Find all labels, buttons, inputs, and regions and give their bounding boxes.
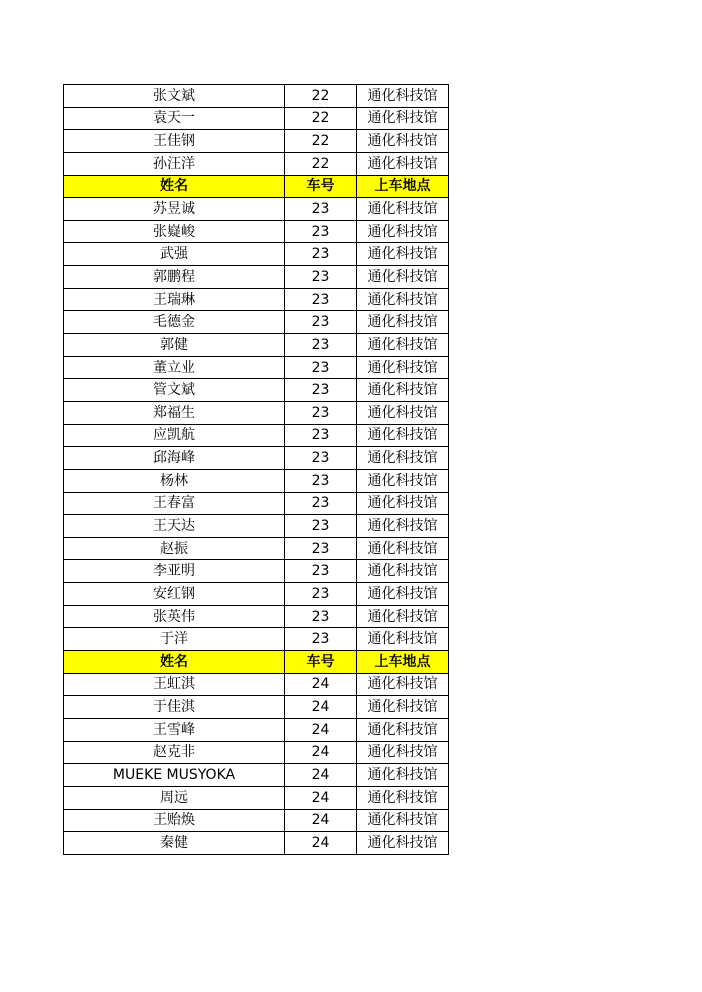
car-number-cell: 22 <box>285 130 357 153</box>
name-cell: 于佳淇 <box>64 696 285 719</box>
name-cell: 武强 <box>64 243 285 266</box>
car-number-cell: 23 <box>285 220 357 243</box>
pickup-location-cell: 通化科技馆 <box>357 560 449 583</box>
table-row <box>64 107 449 130</box>
name-cell: 郭鹏程 <box>64 266 285 289</box>
pickup-location-cell: 通化科技馆 <box>357 469 449 492</box>
table-row <box>64 560 449 583</box>
header-car-cell: 车号 <box>285 651 357 674</box>
table-row <box>64 673 449 696</box>
car-number-cell: 23 <box>285 424 357 447</box>
name-cell: 王雪峰 <box>64 718 285 741</box>
pickup-location-cell: 通化科技馆 <box>357 447 449 470</box>
pickup-location-cell: 通化科技馆 <box>357 85 449 108</box>
table-row <box>64 786 449 809</box>
name-cell: 王瑞琳 <box>64 288 285 311</box>
pickup-location-cell: 通化科技馆 <box>357 832 449 855</box>
car-number-cell: 23 <box>285 266 357 289</box>
header-location-cell: 上车地点 <box>357 651 449 674</box>
name-cell: 孙汪洋 <box>64 152 285 175</box>
car-number-cell: 23 <box>285 243 357 266</box>
car-number-cell: 23 <box>285 401 357 424</box>
name-cell: 王佳钢 <box>64 130 285 153</box>
name-cell: 董立业 <box>64 356 285 379</box>
table-row <box>64 447 449 470</box>
name-cell: 管文斌 <box>64 379 285 402</box>
header-location-cell: 上车地点 <box>357 175 449 198</box>
bus-roster-table <box>63 84 449 855</box>
car-number-cell: 23 <box>285 605 357 628</box>
car-number-cell: 24 <box>285 673 357 696</box>
section-header-row <box>64 651 449 674</box>
pickup-location-cell: 通化科技馆 <box>357 605 449 628</box>
car-number-cell: 22 <box>285 152 357 175</box>
pickup-location-cell: 通化科技馆 <box>357 288 449 311</box>
car-number-cell: 23 <box>285 469 357 492</box>
name-cell: 周远 <box>64 786 285 809</box>
name-cell: 李亚明 <box>64 560 285 583</box>
table-row <box>64 696 449 719</box>
table-row <box>64 379 449 402</box>
table-row <box>64 220 449 243</box>
table-row <box>64 424 449 447</box>
table-row <box>64 288 449 311</box>
pickup-location-cell: 通化科技馆 <box>357 424 449 447</box>
name-cell: 张嶷峻 <box>64 220 285 243</box>
name-cell: 应凯航 <box>64 424 285 447</box>
pickup-location-cell: 通化科技馆 <box>357 515 449 538</box>
pickup-location-cell: 通化科技馆 <box>357 401 449 424</box>
name-cell: 王天达 <box>64 515 285 538</box>
name-cell: 郭健 <box>64 334 285 357</box>
table-row <box>64 809 449 832</box>
table-row <box>64 243 449 266</box>
pickup-location-cell: 通化科技馆 <box>357 379 449 402</box>
table-row <box>64 266 449 289</box>
pickup-location-cell: 通化科技馆 <box>357 334 449 357</box>
pickup-location-cell: 通化科技馆 <box>357 356 449 379</box>
pickup-location-cell: 通化科技馆 <box>357 152 449 175</box>
name-cell: MUEKE MUSYOKA <box>64 764 285 787</box>
table-row <box>64 764 449 787</box>
name-cell: 杨林 <box>64 469 285 492</box>
name-cell: 王贻焕 <box>64 809 285 832</box>
car-number-cell: 23 <box>285 379 357 402</box>
table-row <box>64 605 449 628</box>
name-cell: 张英伟 <box>64 605 285 628</box>
table-row <box>64 356 449 379</box>
pickup-location-cell: 通化科技馆 <box>357 786 449 809</box>
name-cell: 郑福生 <box>64 401 285 424</box>
table-row <box>64 152 449 175</box>
table-row <box>64 492 449 515</box>
car-number-cell: 23 <box>285 356 357 379</box>
name-cell: 袁天一 <box>64 107 285 130</box>
table-row <box>64 741 449 764</box>
table-row <box>64 718 449 741</box>
header-name-cell: 姓名 <box>64 175 285 198</box>
car-number-cell: 22 <box>285 85 357 108</box>
car-number-cell: 23 <box>285 311 357 334</box>
car-number-cell: 24 <box>285 786 357 809</box>
car-number-cell: 23 <box>285 515 357 538</box>
name-cell: 于洋 <box>64 628 285 651</box>
table-row <box>64 198 449 221</box>
name-cell: 苏昱诚 <box>64 198 285 221</box>
pickup-location-cell: 通化科技馆 <box>357 492 449 515</box>
pickup-location-cell: 通化科技馆 <box>357 220 449 243</box>
car-number-cell: 24 <box>285 696 357 719</box>
name-cell: 张文斌 <box>64 85 285 108</box>
car-number-cell: 24 <box>285 718 357 741</box>
pickup-location-cell: 通化科技馆 <box>357 673 449 696</box>
car-number-cell: 23 <box>285 288 357 311</box>
pickup-location-cell: 通化科技馆 <box>357 537 449 560</box>
name-cell: 安红钢 <box>64 583 285 606</box>
pickup-location-cell: 通化科技馆 <box>357 741 449 764</box>
name-cell: 秦健 <box>64 832 285 855</box>
name-cell: 邱海峰 <box>64 447 285 470</box>
pickup-location-cell: 通化科技馆 <box>357 696 449 719</box>
roster-body <box>64 85 449 855</box>
pickup-location-cell: 通化科技馆 <box>357 764 449 787</box>
car-number-cell: 24 <box>285 832 357 855</box>
name-cell: 赵振 <box>64 537 285 560</box>
pickup-location-cell: 通化科技馆 <box>357 311 449 334</box>
table-row <box>64 515 449 538</box>
pickup-location-cell: 通化科技馆 <box>357 809 449 832</box>
table-row <box>64 311 449 334</box>
car-number-cell: 23 <box>285 492 357 515</box>
table-row <box>64 130 449 153</box>
car-number-cell: 24 <box>285 809 357 832</box>
table-row <box>64 469 449 492</box>
pickup-location-cell: 通化科技馆 <box>357 718 449 741</box>
table-row <box>64 401 449 424</box>
name-cell: 毛德金 <box>64 311 285 334</box>
table-row <box>64 85 449 108</box>
car-number-cell: 23 <box>285 560 357 583</box>
table-row <box>64 832 449 855</box>
name-cell: 赵克非 <box>64 741 285 764</box>
table-row <box>64 583 449 606</box>
car-number-cell: 23 <box>285 583 357 606</box>
table-row <box>64 537 449 560</box>
car-number-cell: 23 <box>285 537 357 560</box>
car-number-cell: 24 <box>285 741 357 764</box>
section-header-row <box>64 175 449 198</box>
table-row <box>64 628 449 651</box>
car-number-cell: 23 <box>285 334 357 357</box>
car-number-cell: 23 <box>285 628 357 651</box>
car-number-cell: 22 <box>285 107 357 130</box>
pickup-location-cell: 通化科技馆 <box>357 243 449 266</box>
pickup-location-cell: 通化科技馆 <box>357 107 449 130</box>
car-number-cell: 23 <box>285 198 357 221</box>
table-row <box>64 334 449 357</box>
pickup-location-cell: 通化科技馆 <box>357 130 449 153</box>
pickup-location-cell: 通化科技馆 <box>357 628 449 651</box>
pickup-location-cell: 通化科技馆 <box>357 198 449 221</box>
header-car-cell: 车号 <box>285 175 357 198</box>
name-cell: 王春富 <box>64 492 285 515</box>
name-cell: 王虹淇 <box>64 673 285 696</box>
pickup-location-cell: 通化科技馆 <box>357 266 449 289</box>
car-number-cell: 24 <box>285 764 357 787</box>
pickup-location-cell: 通化科技馆 <box>357 583 449 606</box>
car-number-cell: 23 <box>285 447 357 470</box>
header-name-cell: 姓名 <box>64 651 285 674</box>
